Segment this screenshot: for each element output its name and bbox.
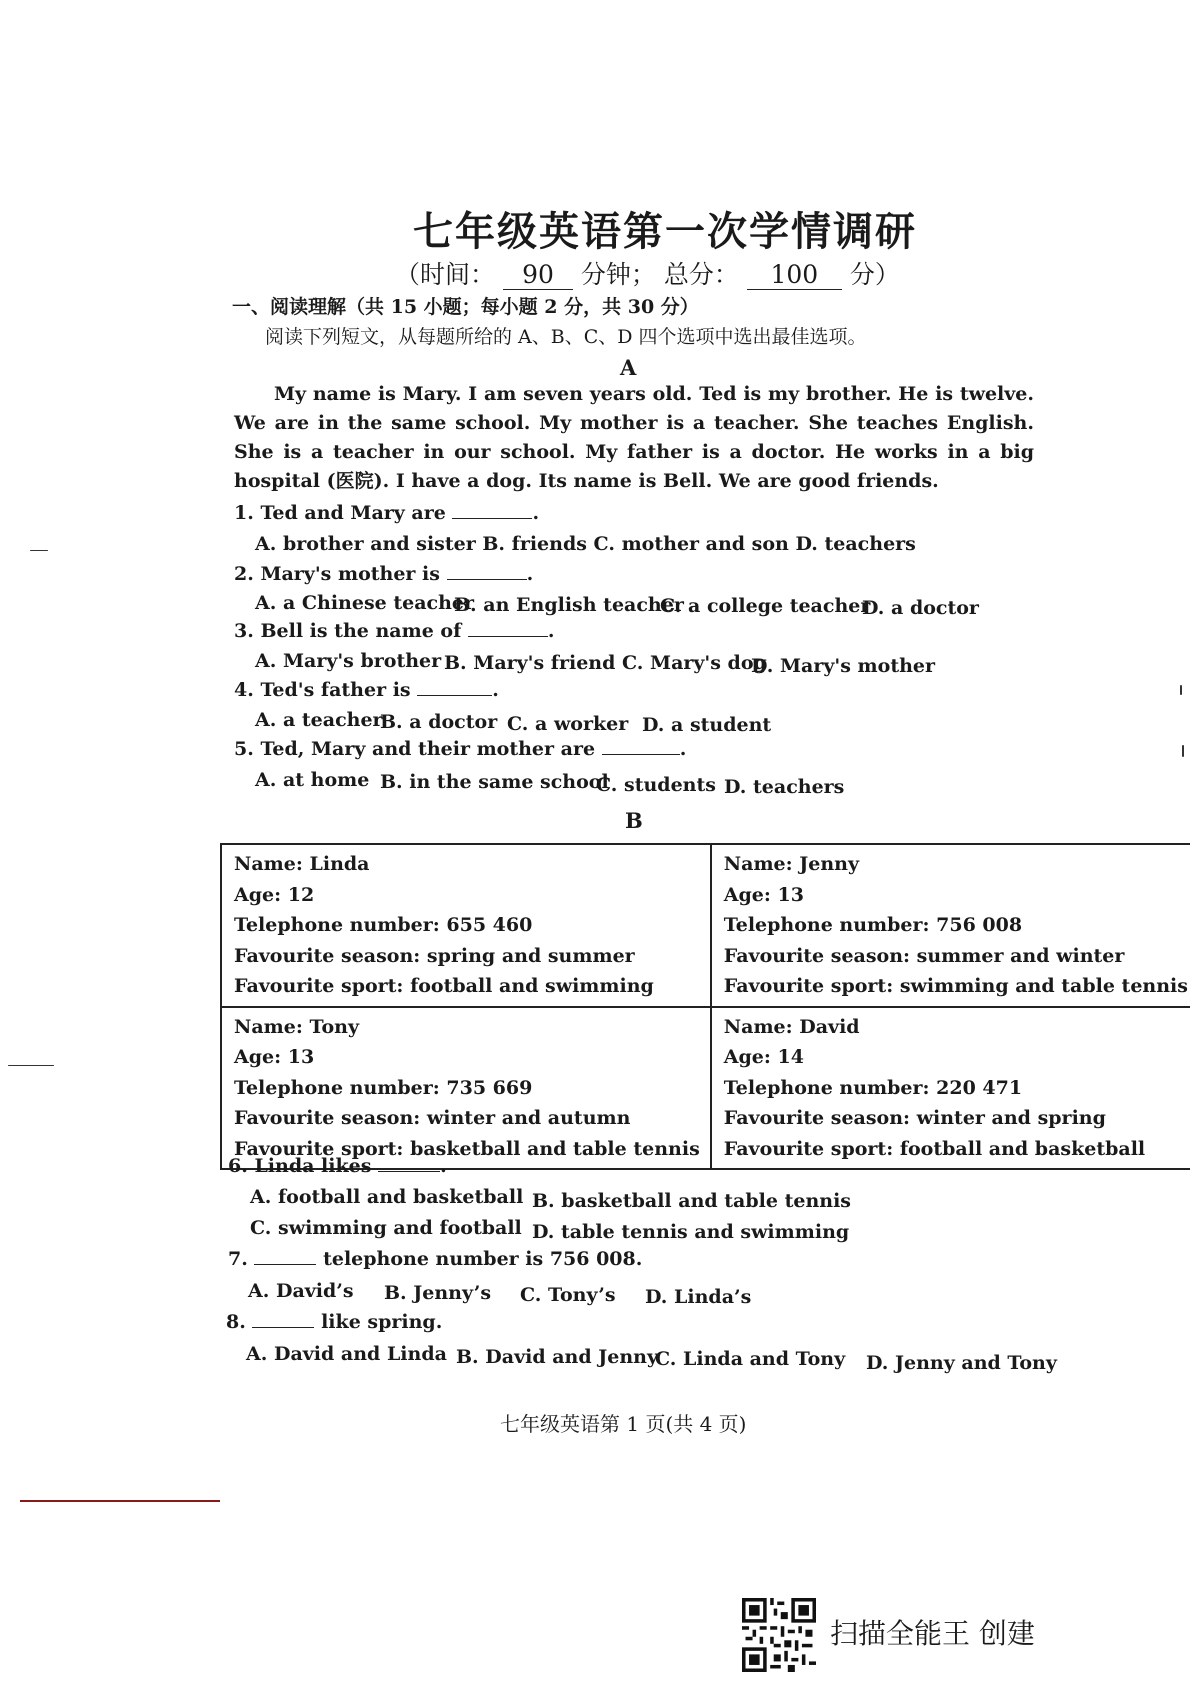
- card-line: Telephone number: 735 669: [234, 1076, 533, 1099]
- total-suffix: 分）: [849, 260, 900, 289]
- time-prefix: （时间：: [395, 260, 496, 289]
- option-3b: B. Mary's friend C. Mary's dog: [444, 652, 767, 674]
- option-2d: D. a doctor: [862, 597, 979, 619]
- answer-blank: [447, 578, 527, 580]
- card-tony: [221, 1007, 711, 1170]
- card-line: Favourite season: winter and spring: [723, 1107, 1106, 1129]
- question-3: [234, 620, 555, 642]
- option-8c: C. Linda and Tony: [655, 1348, 846, 1370]
- question-7: [228, 1248, 642, 1270]
- question-5-stem: 5. Ted, Mary and their mother are: [234, 738, 596, 760]
- option-2c: C. a college teacher: [660, 595, 871, 617]
- total-prefix: 总分：: [663, 260, 739, 289]
- option-5d: D. teachers: [724, 776, 845, 798]
- option-7b: B. Jenny’s: [384, 1282, 492, 1304]
- card-line: Favourite sport: basketball and table tennis: [234, 1137, 700, 1160]
- scanner-watermark: 扫描全能王 创建: [830, 1617, 1035, 1650]
- time-value: 90: [503, 260, 573, 290]
- passage-a-text: My name is Mary. I am seven years old. Ted is my brother. He is twelve. We are in the same school. My mother is a teacher. She teaches English. She is a teacher in our school. My father is a doctor. He works in a big hospital (医院). I have a dog. Its name is Bell. We are good friends.: [234, 383, 1034, 492]
- student-info-table: [220, 843, 1190, 1170]
- card-line: Favourite season: spring and summer: [234, 944, 635, 967]
- option-7d: D. Linda’s: [645, 1286, 752, 1308]
- table-row: [221, 844, 1190, 1007]
- total-value: 100: [747, 260, 842, 290]
- card-line: Name: Tony: [234, 1015, 359, 1038]
- question-6-stem: 6. Linda likes: [228, 1155, 372, 1177]
- part-a-label: A: [620, 355, 637, 380]
- answer-blank: [417, 694, 492, 696]
- page-number-footer: 七年级英语第 1 页(共 4 页): [500, 1412, 747, 1436]
- option-4c: C. a worker: [507, 713, 629, 735]
- question-2-stem: 2. Mary's mother is: [234, 563, 440, 585]
- question-2-end: .: [526, 563, 534, 585]
- answer-blank: [602, 753, 680, 755]
- scan-speck: [1180, 685, 1182, 695]
- option-6a: A. football and basketball: [250, 1186, 524, 1208]
- option-7a: A. David’s: [248, 1280, 354, 1302]
- card-line: Favourite sport: football and basketball: [723, 1137, 1146, 1160]
- option-6c: C. swimming and football: [250, 1217, 522, 1239]
- card-line: Telephone number: 655 460: [234, 914, 533, 936]
- scan-edge-line: [20, 1500, 220, 1502]
- question-7-stem: telephone number is 756 008.: [323, 1248, 643, 1270]
- question-3-end: .: [547, 620, 555, 642]
- question-6-end: .: [440, 1155, 447, 1177]
- page-title: 七年级英语第一次学情调研: [413, 208, 917, 255]
- scan-speck: [1182, 745, 1184, 757]
- option-6b: B. basketball and table tennis: [532, 1190, 851, 1212]
- question-4: [234, 679, 499, 701]
- card-line: Age: 13: [234, 1046, 315, 1068]
- question-5-end: .: [679, 738, 687, 760]
- scan-speck: [30, 550, 48, 551]
- card-line: Age: 12: [234, 883, 315, 906]
- scan-speck: [8, 1065, 54, 1066]
- question-4-end: .: [492, 679, 499, 701]
- card-line: Favourite sport: football and swimming: [234, 975, 654, 997]
- table-row: [221, 1007, 1190, 1170]
- option-5c: C. students: [596, 774, 716, 796]
- question-5: [234, 738, 686, 760]
- answer-blank: [378, 1170, 440, 1172]
- section-instruction: 阅读下列短文，从每题所给的 A、B、C、D 四个选项中选出最佳选项。: [265, 326, 867, 348]
- option-8a: A. David and Linda: [246, 1343, 447, 1365]
- answer-blank: [468, 635, 548, 637]
- option-4b: B. a doctor: [380, 711, 498, 733]
- question-6: [228, 1155, 447, 1177]
- question-3-stem: 3. Bell is the name of: [234, 620, 462, 642]
- option-5a: A. at home: [255, 769, 370, 791]
- card-david: [711, 1007, 1190, 1170]
- card-line: Favourite sport: swimming and table tennis: [723, 975, 1188, 997]
- option-2b: B. an English teacher: [454, 594, 684, 616]
- question-7-number: 7.: [228, 1248, 248, 1270]
- question-4-stem: 4. Ted's father is: [234, 679, 411, 701]
- card-line: Name: David: [723, 1015, 860, 1038]
- option-4d: D. a student: [642, 714, 772, 736]
- option-3a: A. Mary's brother: [255, 650, 442, 672]
- question-2: [234, 563, 533, 585]
- question-1-options: A. brother and sister B. friends C. mother and son D. teachers: [255, 533, 916, 555]
- question-8: [226, 1311, 442, 1333]
- option-8d: D. Jenny and Tony: [866, 1352, 1057, 1374]
- card-line: Telephone number: 756 008: [723, 914, 1023, 936]
- time-unit: 分钟；: [580, 260, 656, 289]
- question-1-stem: 1. Ted and Mary are: [234, 502, 446, 524]
- card-line: Telephone number: 220 471: [723, 1076, 1023, 1099]
- card-line: Age: 14: [723, 1046, 804, 1068]
- qr-code-icon: [742, 1598, 816, 1672]
- card-line: Favourite season: winter and autumn: [234, 1107, 631, 1129]
- option-5b: B. in the same school: [380, 771, 609, 793]
- card-line: Favourite season: summer and winter: [723, 944, 1125, 967]
- card-line: Name: Jenny: [723, 853, 860, 875]
- passage-a: [234, 380, 1034, 496]
- part-b-label: B: [625, 808, 643, 833]
- card-jenny: [711, 844, 1190, 1007]
- option-4a: A. a teacher: [255, 709, 383, 731]
- answer-blank: [452, 517, 532, 519]
- question-1: [234, 502, 539, 524]
- option-3d: D. Mary's mother: [751, 655, 936, 677]
- section-heading: 一、阅读理解（共 15 小题；每小题 2 分，共 30 分）: [232, 296, 699, 318]
- option-2a: A. a Chinese teacher: [255, 592, 475, 614]
- card-line: Name: Linda: [234, 853, 370, 875]
- card-line: Age: 13: [723, 883, 804, 906]
- question-8-stem: like spring.: [321, 1311, 443, 1333]
- answer-blank: [252, 1326, 314, 1328]
- answer-blank: [254, 1263, 316, 1265]
- option-8b: B. David and Jenny: [456, 1346, 659, 1368]
- exam-info: [395, 255, 900, 291]
- option-6d: D. table tennis and swimming: [532, 1221, 850, 1243]
- option-7c: C. Tony’s: [520, 1284, 616, 1306]
- card-linda: [221, 844, 711, 1007]
- question-8-number: 8.: [226, 1311, 246, 1333]
- question-1-end: .: [532, 502, 540, 524]
